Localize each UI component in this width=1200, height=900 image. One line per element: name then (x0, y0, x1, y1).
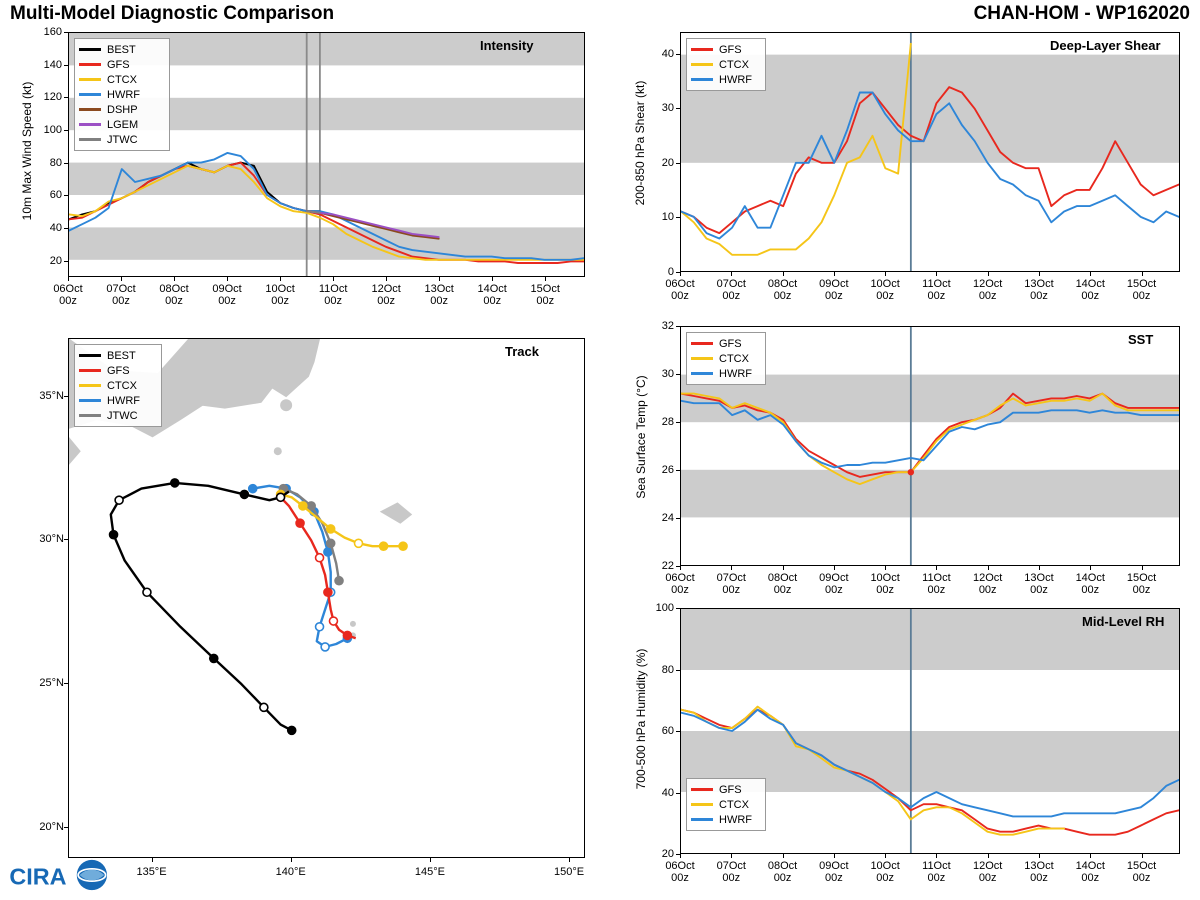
legend-item-gfs (79, 363, 155, 378)
legend-label: GFS (107, 58, 130, 71)
x-tick-mark (936, 565, 937, 570)
legend-swatch (79, 123, 101, 126)
y-tick-mark (64, 261, 69, 262)
y-tick-label: 40 (49, 222, 62, 234)
y-tick-label: 30 (661, 102, 674, 115)
cira-logo (8, 856, 118, 894)
track-legend (74, 344, 162, 427)
svg-text:CIRA: CIRA (9, 863, 67, 890)
x-tick-label: 08Oct 00z (767, 860, 798, 884)
y-tick-label: 25°N (39, 677, 64, 690)
y-tick-label: 32 (661, 320, 674, 332)
x-tick-mark (834, 853, 835, 858)
x-tick-label: 11Oct 00z (922, 860, 951, 884)
x-tick-mark (1142, 853, 1143, 858)
x-tick-label: 07Oct 00z (716, 278, 746, 302)
x-tick-mark (834, 565, 835, 570)
x-tick-mark (333, 276, 334, 281)
x-tick-mark (731, 271, 732, 276)
legend-label: HWRF (719, 813, 752, 826)
legend-item-ctcx (691, 57, 759, 72)
y-tick-mark (676, 793, 681, 794)
legend-label: CTCX (107, 73, 137, 86)
legend-item-ctcx (691, 351, 759, 366)
x-tick-label: 07Oct 00z (106, 283, 136, 307)
legend-swatch (79, 108, 101, 111)
y-tick-mark (676, 422, 681, 423)
legend-item-hwrf (691, 366, 759, 381)
y-tick-label: 22 (661, 560, 674, 572)
sst-ylabel: Sea Surface Temp (°C) (634, 375, 648, 499)
x-tick-mark (834, 271, 835, 276)
y-tick-mark (676, 108, 681, 109)
x-tick-label: 12Oct 00z (973, 572, 1003, 596)
x-tick-label: 06Oct 00z (665, 572, 695, 596)
intensity-ylabel: 10m Max Wind Speed (kt) (20, 81, 34, 221)
y-tick-label: 60 (49, 189, 62, 202)
y-tick-label: 30°N (39, 533, 64, 546)
legend-swatch (79, 384, 101, 387)
y-tick-mark (64, 228, 69, 229)
y-tick-mark (64, 195, 69, 196)
y-tick-label: 40 (661, 786, 674, 799)
legend-label: BEST (107, 349, 136, 362)
x-tick-mark (731, 853, 732, 858)
x-tick-mark (783, 853, 784, 858)
legend-swatch (79, 78, 101, 81)
y-tick-mark (64, 65, 69, 66)
legend-swatch (691, 342, 713, 345)
x-tick-label: 07Oct 00z (716, 860, 746, 884)
legend-label: BEST (107, 43, 136, 56)
y-tick-label: 0 (667, 266, 674, 278)
x-tick-mark (680, 565, 681, 570)
legend-label: GFS (719, 337, 742, 350)
x-tick-label: 07Oct 00z (716, 572, 746, 596)
x-tick-mark (430, 857, 431, 862)
legend-item-hwrf (79, 87, 163, 102)
y-tick-label: 60 (661, 725, 674, 737)
legend-label: CTCX (107, 379, 137, 392)
x-tick-mark (936, 271, 937, 276)
x-tick-label: 11Oct 00z (922, 278, 951, 302)
legend-item-jtwc (79, 408, 155, 423)
x-tick-label: 08Oct 00z (767, 278, 798, 302)
legend-item-hwrf (691, 812, 759, 827)
legend-item-hwrf (691, 72, 759, 87)
sst-panel (600, 318, 1200, 610)
legend-label: JTWC (107, 133, 138, 146)
x-tick-label: 09Oct 00z (819, 572, 849, 596)
y-tick-mark (64, 163, 69, 164)
x-tick-mark (68, 276, 69, 281)
track-panel (0, 330, 600, 900)
x-tick-label: 06Oct 00z (665, 860, 695, 884)
x-tick-mark (1090, 271, 1091, 276)
legend-swatch (79, 414, 101, 417)
legend-swatch (79, 354, 101, 357)
x-tick-label: 11Oct 00z (318, 283, 348, 307)
y-tick-mark (64, 97, 69, 98)
legend-label: HWRF (719, 73, 752, 86)
sst-panel-label: SST (1128, 332, 1154, 347)
x-tick-label: 09Oct 00z (819, 860, 849, 884)
x-tick-mark (783, 565, 784, 570)
legend-label: JTWC (107, 409, 138, 422)
x-tick-label: 12Oct 00z (371, 283, 401, 307)
x-tick-mark (439, 276, 440, 281)
x-tick-mark (1090, 565, 1091, 570)
y-tick-label: 120 (43, 91, 62, 104)
x-tick-mark (988, 565, 989, 570)
y-tick-mark (676, 608, 681, 609)
legend-item-hwrf (79, 393, 155, 408)
legend-label: CTCX (719, 798, 749, 811)
y-tick-mark (676, 374, 681, 375)
x-tick-mark (988, 271, 989, 276)
x-tick-mark (1039, 271, 1040, 276)
shear-legend (686, 38, 766, 91)
legend-item-ctcx (79, 72, 163, 87)
y-tick-mark (64, 32, 69, 33)
x-tick-label: 09Oct 00z (819, 278, 849, 302)
x-tick-label: 06Oct 00z (53, 283, 83, 307)
rh-legend (686, 778, 766, 831)
y-tick-label: 35°N (39, 389, 64, 402)
y-tick-mark (64, 539, 69, 540)
rh-panel-label: Mid-Level RH (1082, 614, 1165, 629)
x-tick-label: 11Oct 00z (922, 572, 951, 596)
legend-item-gfs (691, 42, 759, 57)
y-tick-label: 20 (49, 254, 62, 267)
x-tick-label: 10Oct 00z (265, 283, 295, 307)
legend-label: HWRF (107, 394, 140, 407)
y-tick-mark (676, 470, 681, 471)
legend-label: GFS (719, 783, 742, 796)
x-tick-mark (1090, 853, 1091, 858)
y-tick-label: 100 (655, 602, 674, 614)
legend-swatch (691, 357, 713, 360)
legend-swatch (79, 369, 101, 372)
legend-swatch (691, 63, 713, 66)
sst-legend (686, 332, 766, 385)
x-tick-mark (545, 276, 546, 281)
y-tick-label: 10 (661, 211, 674, 224)
legend-item-ctcx (691, 797, 759, 812)
legend-label: CTCX (719, 58, 749, 71)
track-panel-label: Track (505, 344, 539, 359)
legend-item-best (79, 42, 163, 57)
legend-item-dshp (79, 102, 163, 117)
x-tick-mark (174, 276, 175, 281)
y-tick-mark (64, 683, 69, 684)
legend-item-lgem (79, 117, 163, 132)
x-tick-mark (680, 853, 681, 858)
legend-swatch (691, 788, 713, 791)
x-tick-mark (680, 271, 681, 276)
legend-swatch (691, 78, 713, 81)
x-tick-mark (885, 271, 886, 276)
x-tick-mark (121, 276, 122, 281)
y-tick-mark (64, 827, 69, 828)
y-tick-label: 30 (661, 368, 674, 380)
x-tick-label: 15Oct 00z (1126, 860, 1157, 884)
legend-swatch (79, 93, 101, 96)
y-tick-label: 140 (43, 58, 62, 71)
x-tick-label: 08Oct 00z (767, 572, 798, 596)
y-tick-label: 100 (43, 124, 62, 136)
x-tick-label: 10Oct 00z (870, 860, 900, 884)
y-tick-label: 160 (43, 26, 62, 38)
legend-item-gfs (79, 57, 163, 72)
legend-swatch (691, 372, 713, 375)
y-tick-mark (676, 163, 681, 164)
x-tick-mark (280, 276, 281, 281)
legend-item-gfs (691, 336, 759, 351)
x-tick-label: 145°E (414, 866, 445, 878)
y-tick-label: 26 (661, 464, 674, 476)
x-tick-label: 14Oct 00z (1075, 278, 1105, 302)
legend-label: HWRF (107, 88, 140, 101)
x-tick-mark (783, 271, 784, 276)
legend-item-jtwc (79, 132, 163, 147)
legend-swatch (79, 138, 101, 141)
x-tick-label: 15Oct 00z (1126, 572, 1157, 596)
y-tick-mark (676, 731, 681, 732)
y-tick-label: 20°N (39, 821, 64, 834)
page-title-left: Multi-Model Diagnostic Comparison (10, 3, 335, 24)
x-tick-label: 15Oct 00z (1126, 278, 1157, 302)
y-tick-label: 80 (661, 663, 674, 676)
legend-label: LGEM (107, 118, 139, 131)
x-tick-mark (152, 857, 153, 862)
x-tick-label: 13Oct 00z (424, 283, 454, 307)
x-tick-mark (227, 276, 228, 281)
x-tick-mark (1039, 565, 1040, 570)
x-tick-mark (386, 276, 387, 281)
x-tick-label: 13Oct 00z (1024, 860, 1054, 884)
x-tick-label: 12Oct 00z (973, 278, 1003, 302)
x-tick-mark (885, 565, 886, 570)
x-tick-label: 13Oct 00z (1024, 278, 1054, 302)
x-tick-label: 14Oct 00z (1075, 860, 1105, 884)
y-tick-mark (64, 396, 69, 397)
x-tick-label: 08Oct 00z (159, 283, 189, 307)
x-tick-label: 06Oct 00z (665, 278, 695, 302)
x-tick-label: 150°E (554, 866, 585, 878)
x-tick-mark (492, 276, 493, 281)
x-tick-mark (1142, 271, 1143, 276)
page-title-right: CHAN-HOM - WP162020 (973, 3, 1190, 24)
y-tick-mark (676, 518, 681, 519)
y-tick-mark (676, 54, 681, 55)
x-tick-label: 10Oct 00z (870, 278, 900, 302)
legend-swatch (79, 48, 101, 51)
x-tick-mark (1039, 853, 1040, 858)
y-tick-mark (676, 326, 681, 327)
legend-swatch (691, 803, 713, 806)
x-tick-label: 14Oct 00z (1075, 572, 1105, 596)
rh-panel (600, 600, 1200, 900)
x-tick-mark (569, 857, 570, 862)
x-tick-label: 13Oct 00z (1024, 572, 1054, 596)
intensity-panel (0, 24, 600, 324)
x-tick-label: 12Oct 00z (973, 860, 1003, 884)
intensity-panel-label: Intensity (480, 38, 534, 53)
x-tick-label: 14Oct 00z (477, 283, 507, 307)
y-tick-mark (676, 217, 681, 218)
x-tick-label: 10Oct 00z (870, 572, 900, 596)
legend-label: CTCX (719, 352, 749, 365)
legend-swatch (691, 818, 713, 821)
legend-label: GFS (719, 43, 742, 56)
legend-label: GFS (107, 364, 130, 377)
x-tick-mark (988, 853, 989, 858)
y-tick-mark (676, 670, 681, 671)
legend-label: HWRF (719, 367, 752, 380)
x-tick-label: 15Oct 00z (530, 283, 560, 307)
y-tick-label: 24 (661, 512, 674, 524)
x-tick-label: 135°E (136, 866, 167, 878)
x-tick-mark (936, 853, 937, 858)
y-tick-label: 20 (661, 156, 674, 169)
legend-item-best (79, 348, 155, 363)
x-tick-mark (291, 857, 292, 862)
legend-swatch (79, 399, 101, 402)
shear-ylabel: 200-850 hPa Shear (kt) (633, 80, 647, 206)
x-tick-label: 140°E (275, 866, 306, 878)
y-tick-label: 80 (49, 156, 62, 169)
x-tick-label: 09Oct 00z (212, 283, 242, 307)
intensity-legend (74, 38, 170, 151)
shear-panel-label: Deep-Layer Shear (1050, 38, 1161, 53)
legend-item-ctcx (79, 378, 155, 393)
rh-ylabel: 700-500 hPa Humidity (%) (634, 648, 648, 790)
x-tick-mark (1142, 565, 1143, 570)
legend-label: DSHP (107, 103, 138, 116)
x-tick-mark (885, 853, 886, 858)
shear-panel (600, 24, 1200, 316)
legend-item-gfs (691, 782, 759, 797)
y-tick-label: 28 (661, 416, 674, 428)
legend-swatch (691, 48, 713, 51)
y-tick-label: 20 (661, 848, 674, 860)
x-tick-mark (731, 565, 732, 570)
y-tick-label: 40 (661, 47, 674, 60)
legend-swatch (79, 63, 101, 66)
y-tick-mark (64, 130, 69, 131)
